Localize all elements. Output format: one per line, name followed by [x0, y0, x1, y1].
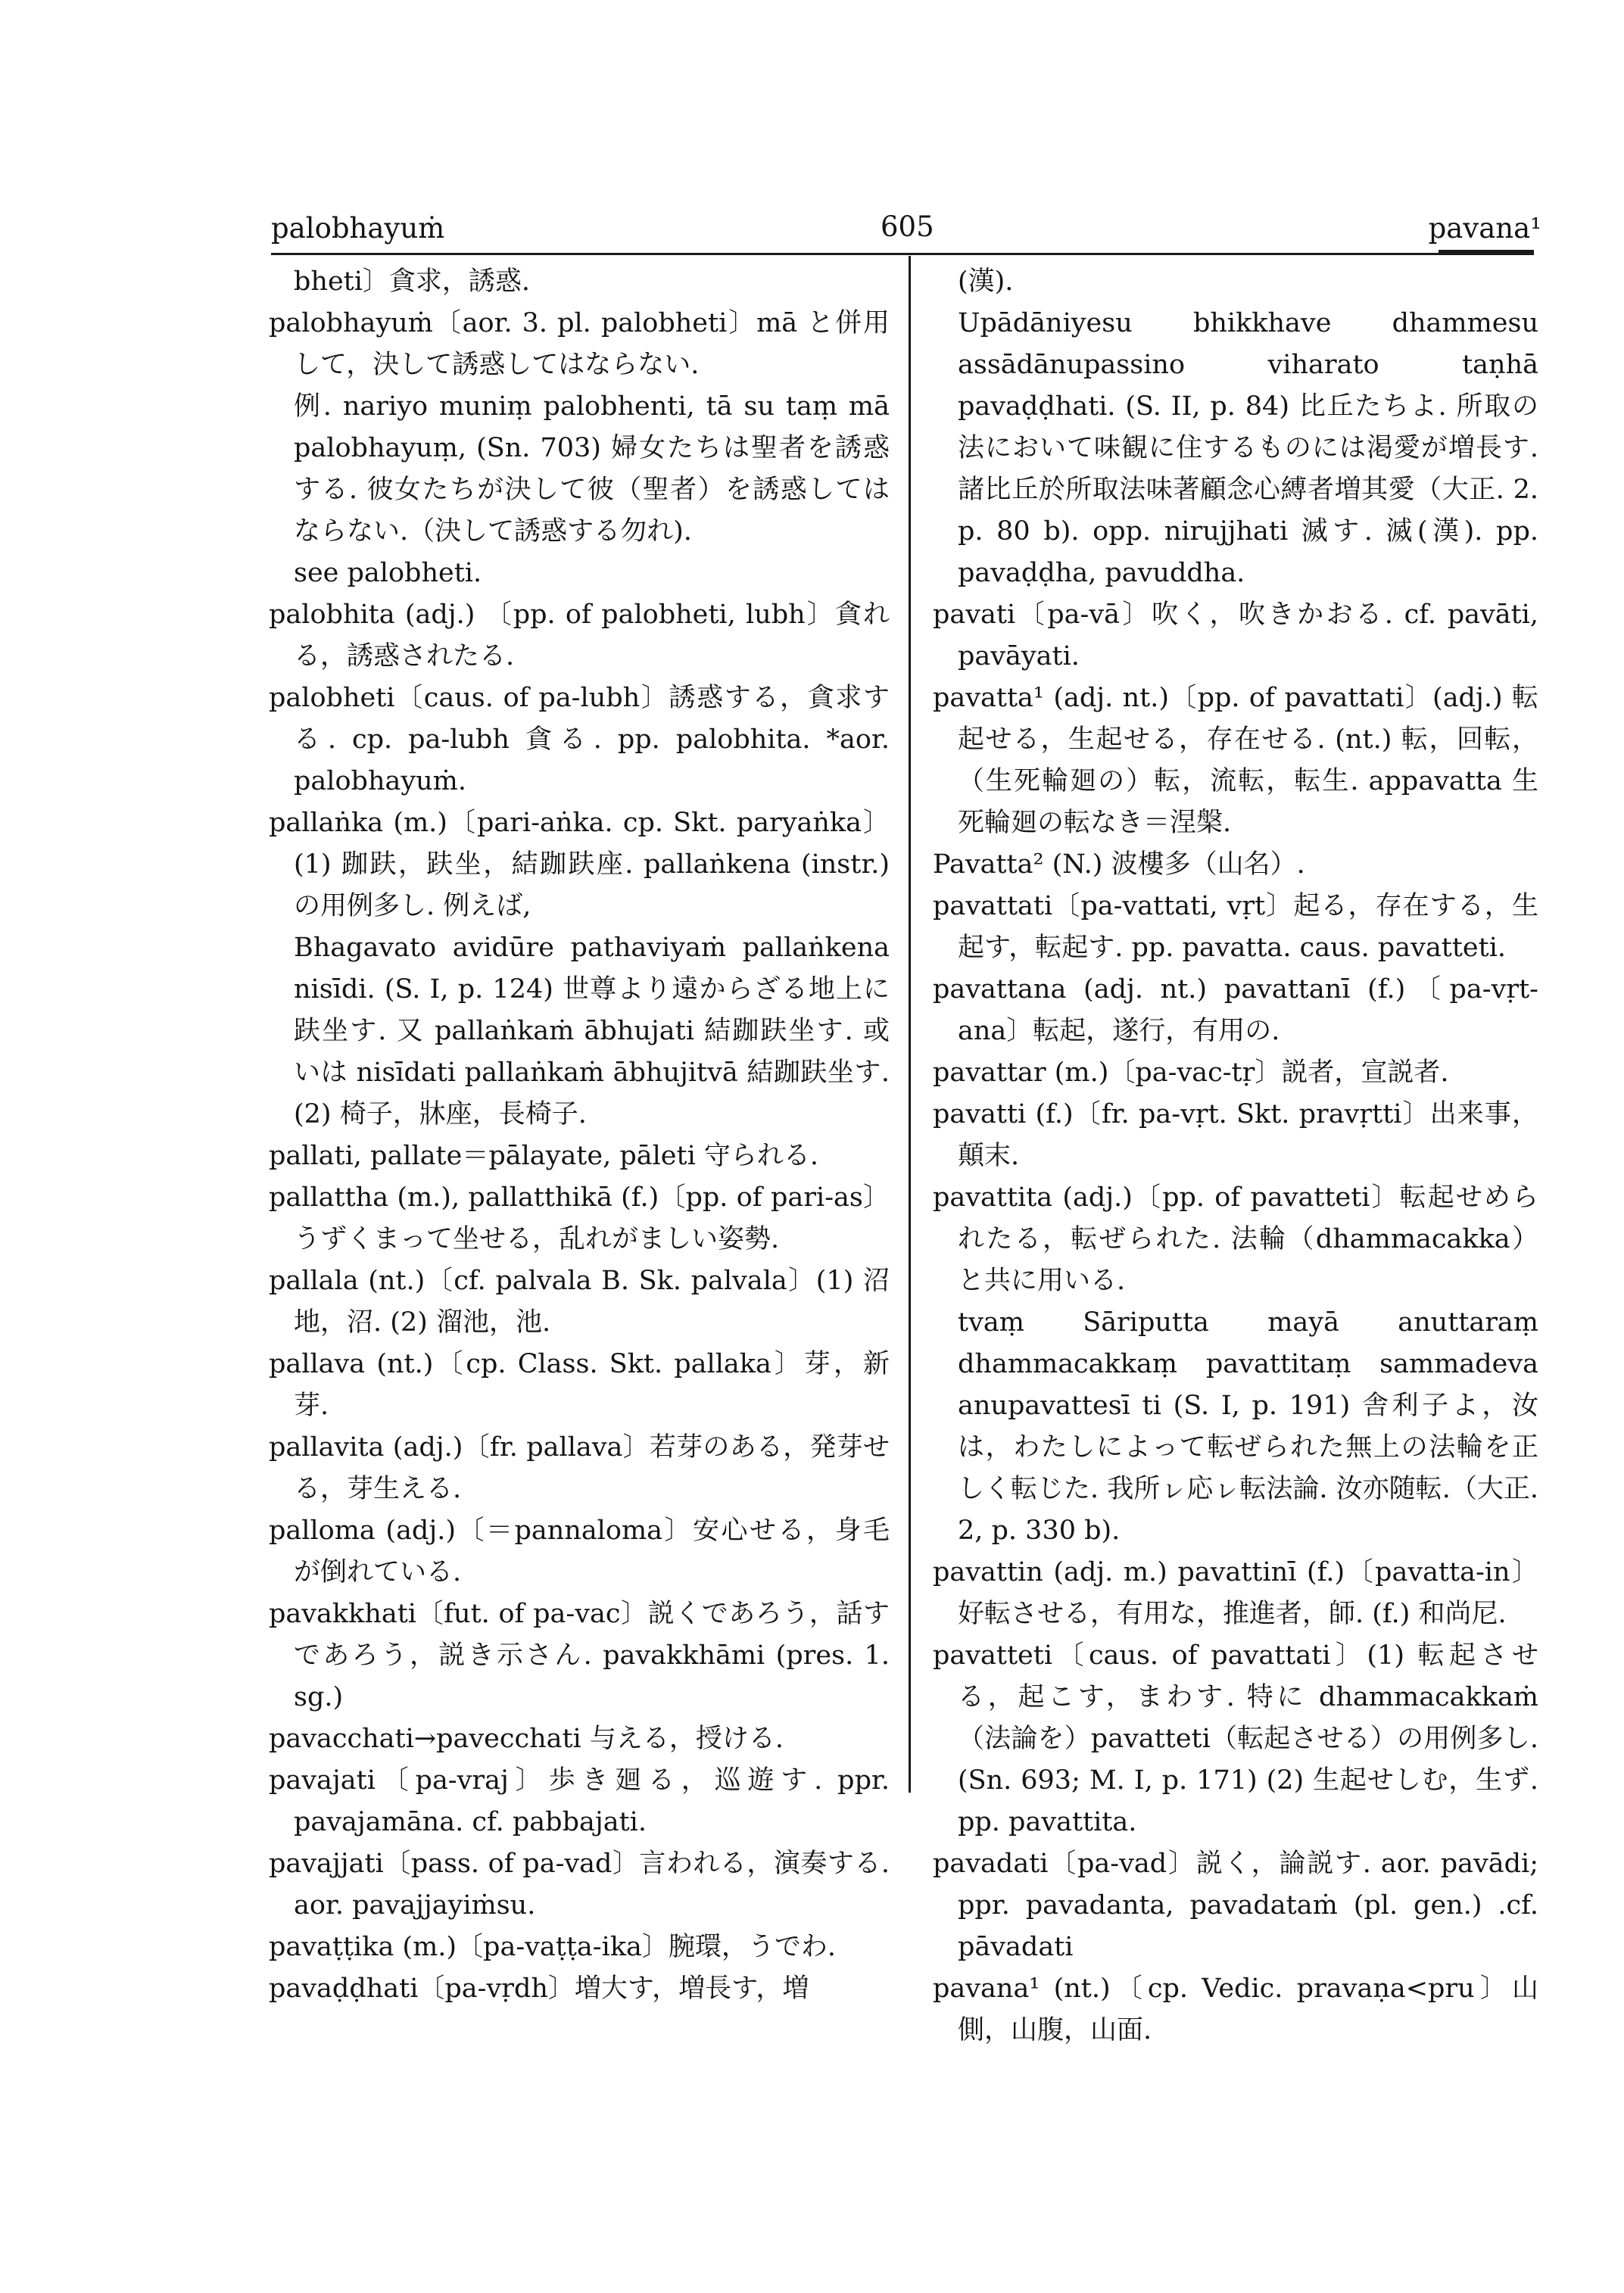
entry-continuation: bheti〕貪求，誘惑. [294, 266, 531, 297]
header-rule [271, 253, 1534, 255]
entry-pavati: pavati〔pa-vā〕吹く，吹きかおる. cf. pavāti, pavāyati. [933, 600, 1538, 671]
entry-pallala: pallala (nt.)〔cf. palvala B. Sk. palvala〕(1) 沼地，沼. (2) 溜池，池. [269, 1266, 890, 1338]
entry-pavatta-2: Pavatta² (N.) 波樓多（山名）. [933, 849, 1305, 880]
example-passage: tvaṃ Sāriputta mayā anuttaraṃ dhammacakkaṃ pavattitaṃ sammadeva anupavattesī ti (S. I, p. 191) 舎利子よ，汝は，わたしによって転ぜられた無上の法輪を正しく転じた. 我所ㇾ応ㇾ転法論. 汝亦随転.（大正. 2, p. 330 b). [958, 1307, 1538, 1546]
entry-pavattati: pavattati〔pa-vattati, vṛt〕起る，存在する，生起す，転起す. pp. pavatta. caus. pavatteti. [933, 891, 1538, 963]
entry-pavajati: pavajati〔pa-vraj〕歩き廻る，巡遊す. ppr. pavajamāna. cf. pabbajati. [269, 1765, 890, 1837]
entry-pavatteti: pavatteti〔caus. of pavattati〕(1) 転起させる，起こす，まわす. 特に dhammacakkaṁ（法論を）pavatteti（転起させる）の用例多し. (Sn. 693; M. I, p. 171) (2) 生起せしむ，生ず. pp. pavattita. [933, 1640, 1538, 1837]
header-right-headword: pavana¹ [1428, 212, 1541, 245]
entry-pavakkhati: pavakkhati〔fut. of pa-vac〕説くであろう，話すであろう，説き示さん. pavakkhāmi (pres. 1. sg.) [269, 1599, 890, 1712]
running-header [271, 206, 1541, 251]
column-divider [909, 256, 911, 1793]
entry-pavatti: pavatti (f.)〔fr. pa-vṛt. Skt. pravṛtti〕出来事，顛末. [933, 1099, 1538, 1171]
header-rule-thick-end [1439, 250, 1534, 253]
example-passage: 例. nariyo muniṃ palobhenti, tā su taṃ mā palobhayuṃ, (Sn. 703) 婦女たちは聖者を誘惑する. 彼女たちが決して彼（聖者）を誘惑してはならない.（決して誘惑する勿れ). [294, 391, 890, 547]
example-passage: Bhagavato avidūre pathaviyaṁ pallaṅkena nisīdi. (S. I, p. 124) 世尊より遠からざる地上に趺坐す. 又 pallaṅkaṁ ābhujati 結跏趺坐す. 或いは nisīdati pallaṅkaṁ ābhujitvā 結跏趺坐す. (2) 椅子，牀座，長椅子. [294, 933, 890, 1129]
entry-pallati: pallati, pallate＝pālayate, pāleti 守られる. [269, 1141, 819, 1171]
entry-pavadati: pavadati〔pa-vad〕説く，論説す. aor. pavādi; ppr. pavadanta, pavadataṁ (pl. gen.) .cf. pāvadati [933, 1849, 1538, 1962]
right-column [933, 261, 1538, 2052]
entry-pallavita: pallavita (adj.)〔fr. pallava〕若芽のある，発芽せる，芽生える. [269, 1432, 890, 1504]
entry-pavattana: pavattana (adj. nt.) pavattanī (f.)〔pa-vṛt-ana〕転起，遂行，有用の. [933, 974, 1538, 1046]
entry-pavattika: pavaṭṭika (m.)〔pa-vaṭṭa-ika〕腕環，うでわ. [269, 1932, 837, 1962]
entry-pallattha: pallattha (m.), pallatthikā (f.)〔pp. of pari-as〕うずくまって坐せる，乱れがましい姿勢. [269, 1182, 890, 1254]
entry-palobhayum: palobhayuṁ〔aor. 3. pl. palobheti〕mā と併用して，決して誘惑してはならない. [269, 308, 890, 380]
entry-pavacchati: pavacchati→pavecchati 与える，授ける. [269, 1724, 784, 1754]
header-left-headword: palobhayuṁ [271, 212, 445, 245]
entry-pavaddhati: pavaḍḍhati〔pa-vṛdh〕増大す，増長す，増 [269, 1974, 809, 2004]
entry-pavatta-1: pavatta¹ (adj. nt.)〔pp. of pavattati〕(adj.) 転起せる，生起せる，存在せる. (nt.) 転，回転，（生死輪廻の）転，流転，転生. appavatta 生死輪廻の転なき＝涅槃. [933, 683, 1538, 838]
entry-pavajjati: pavajjati〔pass. of pa-vad〕言われる，演奏する. aor. pavajjayiṁsu. [269, 1849, 890, 1921]
entry-pavattar: pavattar (m.)〔pa-vac-tṛ〕説者，宣説者. [933, 1058, 1449, 1088]
entry-palloma: palloma (adj.)〔＝pannaloma〕安心せる，身毛が倒れている. [269, 1516, 890, 1587]
example-passage: Upādāniyesu bhikkhave dhammesu assādānupassino viharato taṇhā pavaḍḍhati. (S. II, p. 84) 比丘たちよ. 所取の法において味観に住するものには渇愛が増長す. 諸比丘於所取法味著顧念心縛者増其愛（大正. 2. p. 80 b). opp. nirujjhati 滅す. 滅(漢). pp. pavaḍḍha, pavuddha. [958, 308, 1538, 588]
entry-pavana-1: pavana¹ (nt.)〔cp. Vedic. pravaṇa<pru〕山側，山腹，山面. [933, 1974, 1538, 2045]
page-number: 605 [881, 210, 934, 243]
entry-palobheti: palobheti〔caus. of pa-lubh〕誘惑する，貪求する. cp. pa-lubh 貪る. pp. palobhita. *aor. palobhayuṁ. [269, 683, 890, 796]
cross-reference: see palobheti. [294, 558, 482, 588]
entry-pavattita: pavattita (adj.)〔pp. of pavatteti〕転起せめられたる，転ぜられた. 法輪（dhammacakka）と共に用いる. [933, 1182, 1538, 1296]
entry-pallanka: pallaṅka (m.)〔pari-aṅka. cp. Skt. paryaṅka〕(1) 跏趺，趺坐，結跏趺座. pallaṅkena (instr.) の用例多し. 例えば, [269, 808, 890, 921]
entry-palobhita: palobhita (adj.) 〔pp. of palobheti, lubh〕貪れる，誘惑されたる. [269, 600, 890, 671]
entry-pavattin: pavattin (adj. m.) pavattinī (f.)〔pavatta-in〕好転させる，有用な，推進者，師. (f.) 和尚尼. [933, 1557, 1538, 1629]
left-column [269, 261, 890, 2010]
entry-continuation: (漢). [958, 266, 1014, 297]
entry-pallava: pallava (nt.)〔cp. Class. Skt. pallaka〕芽，新芽. [269, 1349, 890, 1421]
